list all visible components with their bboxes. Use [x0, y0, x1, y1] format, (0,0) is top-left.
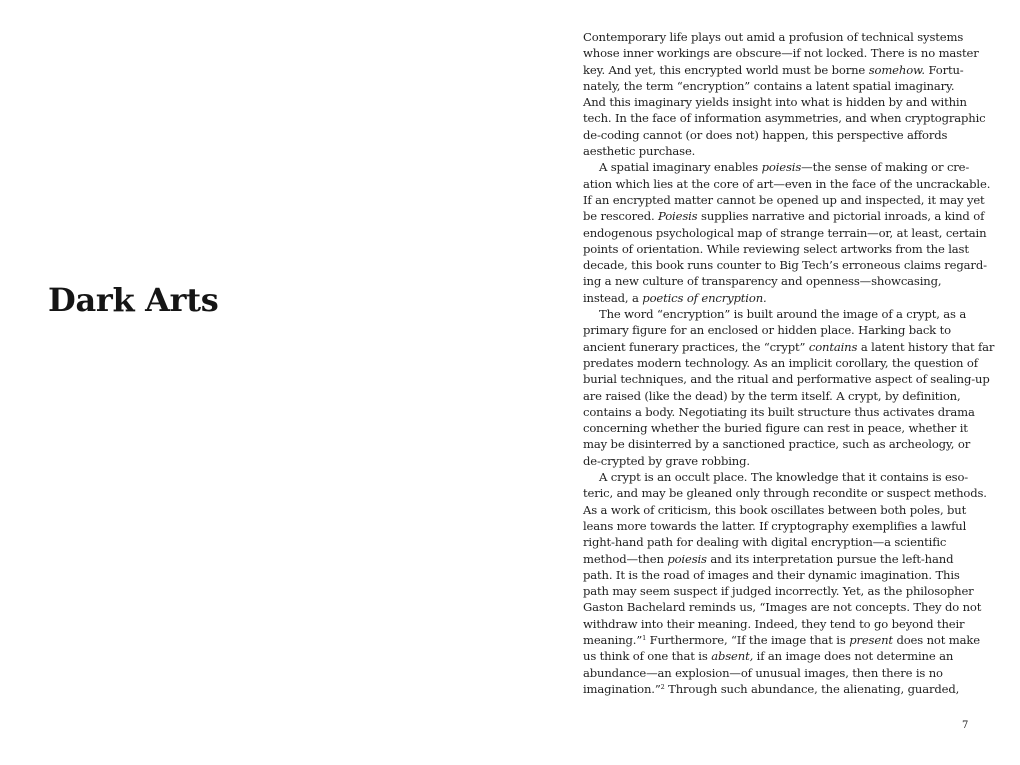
text-line	[583, 648, 993, 664]
text-run: supplies narrative and pictorial inroads, a kind of	[697, 209, 985, 224]
text-line	[583, 127, 993, 143]
text-line	[583, 534, 993, 550]
chapter-title: Dark Arts	[48, 281, 219, 319]
text-line	[583, 436, 993, 452]
text-line	[583, 404, 993, 420]
text-line	[583, 306, 993, 322]
text-run: aesthetic purchase.	[583, 144, 696, 159]
text-run: nately, the term “encryption” contains a latent spatial imaginary.	[583, 78, 955, 93]
right-page	[510, 0, 1020, 765]
text-run: de-crypted by grave robbing.	[583, 453, 750, 468]
text-run: Furthermore, “If the image that is	[646, 632, 850, 647]
text-run: And this imaginary yields insight into what is hidden by and within	[583, 95, 967, 110]
text-line	[583, 485, 993, 501]
text-line	[583, 502, 993, 518]
text-run: primary figure for an enclosed or hidden place. Harking back to	[583, 323, 951, 338]
text-line	[583, 339, 993, 355]
text-run: burial techniques, and the ritual and performative aspect of sealing-up	[583, 372, 990, 387]
text-run: if an image does not determine an	[753, 649, 954, 664]
text-line	[583, 257, 993, 273]
text-run: whose inner workings are obscure—if not locked. There is no master	[583, 46, 979, 61]
text-run: decade, this book runs counter to Big Tech’s erroneous claims regard-	[583, 258, 987, 273]
text-run: Contemporary life plays out amid a profusion of technical systems	[583, 30, 964, 44]
text-run: method—then	[583, 551, 668, 566]
page-number: 7	[962, 720, 969, 731]
text-run: A spatial imaginary enables	[599, 160, 762, 175]
italic-text: poiesis	[761, 160, 802, 175]
text-line	[583, 94, 993, 110]
text-line	[583, 388, 993, 404]
text-line	[583, 551, 993, 567]
text-line	[583, 599, 993, 615]
text-line	[583, 143, 993, 159]
text-run: abundance—an explosion—of unusual images, then there is no	[583, 665, 943, 680]
text-run: path. It is the road of images and their dynamic imagination. This	[583, 567, 960, 582]
text-run: leans more towards the latter. If cryptography exemplifies a lawful	[583, 518, 967, 533]
text-run: teric, and may be gleaned only through recondite or suspect methods.	[583, 486, 987, 501]
text-line	[583, 616, 993, 632]
italic-text: poiesis	[667, 551, 707, 566]
text-run: points of orientation. While reviewing select artworks from the last	[583, 241, 969, 256]
text-line	[583, 469, 993, 485]
text-run: Fortu-	[924, 62, 964, 77]
text-line	[583, 176, 993, 192]
text-run: does not make	[892, 632, 980, 647]
footnote-marker: 1	[642, 633, 647, 642]
text-run: withdraw into their meaning. Indeed, they tend to go beyond their	[583, 616, 965, 631]
text-line	[583, 241, 993, 257]
italic-text: absent,	[711, 649, 754, 664]
text-line	[583, 273, 993, 289]
text-run: ing a new culture of transparency and openness—showcasing,	[583, 274, 942, 289]
text-line	[583, 420, 993, 436]
text-run: If an encrypted matter cannot be opened up and inspected, it may yet	[583, 192, 985, 207]
text-run: ation which lies at the core of art—even in the face of the uncrackable.	[583, 176, 991, 191]
text-run: key. And yet, this encrypted world must be borne	[583, 62, 869, 77]
text-run: imagination.”	[583, 681, 661, 696]
text-run: instead, a	[583, 290, 643, 305]
text-line	[583, 583, 993, 599]
text-run: Gaston Bachelard reminds us, “Images are not concepts. They do not	[583, 600, 982, 615]
text-run: meaning.”	[583, 632, 643, 647]
text-line	[583, 45, 993, 61]
text-run: and its interpretation pursue the left-hand	[706, 551, 954, 566]
text-line	[583, 371, 993, 387]
text-line	[583, 225, 993, 241]
text-line	[583, 159, 993, 175]
italic-text: Poiesis	[658, 209, 698, 224]
text-line	[583, 290, 993, 306]
text-run: A crypt is an occult place. The knowledge that it contains is eso-	[599, 470, 969, 485]
footnote-marker: 2	[660, 682, 665, 691]
text-run: de-coding cannot (or does not) happen, this perspective affords	[583, 127, 948, 142]
italic-text: present	[849, 632, 893, 647]
text-line	[583, 665, 993, 681]
text-run: ancient funerary practices, the “crypt”	[583, 339, 809, 354]
text-line	[583, 453, 993, 469]
text-line	[583, 62, 993, 78]
text-run: —the sense of making or cre-	[801, 160, 970, 175]
text-line	[583, 322, 993, 338]
text-run: path may seem suspect if judged incorrectly. Yet, as the philosopher	[583, 584, 974, 599]
text-line	[583, 681, 993, 697]
text-run: As a work of criticism, this book oscillates between both poles, but	[583, 502, 967, 517]
text-run: endogenous psychological map of strange terrain—or, at least, certain	[583, 225, 987, 240]
text-run: concerning whether the buried figure can rest in peace, whether it	[583, 421, 968, 436]
text-run: be rescored.	[583, 209, 659, 224]
italic-text: somehow.	[868, 62, 925, 77]
text-line	[583, 110, 993, 126]
text-run: us think of one that is	[583, 649, 712, 664]
text-line	[583, 192, 993, 208]
text-run: may be disinterred by a sanctioned practice, such as archeology, or	[583, 437, 971, 452]
text-run: The word “encryption” is built around the image of a crypt, as a	[599, 307, 967, 322]
text-line	[583, 632, 993, 648]
text-run: tech. In the face of information asymmetries, and when cryptographic	[583, 111, 986, 126]
text-run: a latent history that far	[857, 339, 995, 354]
text-line	[583, 355, 993, 371]
text-run: contains a body. Negotiating its built structure thus activates drama	[583, 404, 975, 419]
text-line	[583, 567, 993, 583]
text-run: are raised (like the dead) by the term itself. A crypt, by definition,	[583, 388, 961, 403]
text-run: Through such abundance, the alienating, guarded,	[664, 681, 960, 696]
text-run: right-hand path for dealing with digital encryption—a scientific	[583, 535, 947, 550]
text-line	[583, 78, 993, 94]
text-run: predates modern technology. As an implicit corollary, the question of	[583, 355, 978, 370]
text-line	[583, 518, 993, 534]
text-line	[583, 208, 993, 224]
text-line	[583, 29, 993, 45]
body-text	[583, 29, 993, 697]
italic-text: poetics of encryption.	[642, 290, 767, 305]
italic-text: contains	[808, 339, 858, 354]
